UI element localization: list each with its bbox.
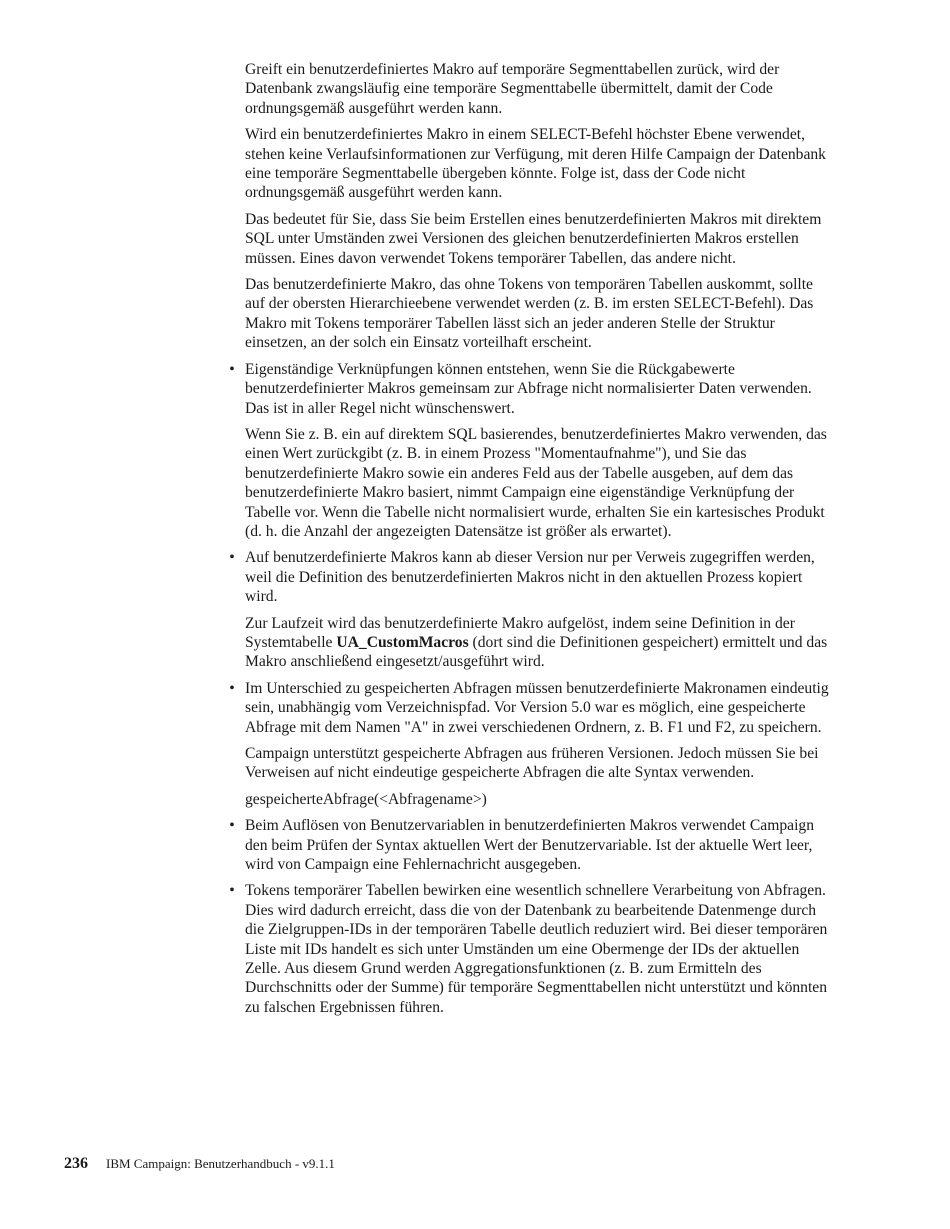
bullet-icon: • xyxy=(229,817,235,835)
bullet-text: Auf benutzerdefinierte Makros kann ab dieser Version nur per Verweis zugegriffen werden, weil die Definition des benutzerdefinierten Makros nicht in den aktuellen Prozess kopiert wird. xyxy=(245,549,815,606)
document-title: IBM Campaign: Benutzerhandbuch - v9.1.1 xyxy=(106,1156,335,1171)
bullet-followup: Campaign unterstützt gespeicherte Abfragen aus früheren Versionen. Jedoch müssen Sie bei Verweisen auf nicht eindeutige gespeicherte Abfragen die alte Syntax verwenden. xyxy=(245,745,819,782)
paragraph: Das bedeutet für Sie, dass Sie beim Erstellen eines benutzerdefinierten Makros mit direktem SQL unter Umständen zwei Versionen des gleichen benutzerdefinierten Makros erstellen müssen. Eines davon verwendet Tokens temporärer Tabellen, das andere nicht. xyxy=(245,210,822,267)
bullet-followup: Wenn Sie z. B. ein auf direktem SQL basierendes, benutzerdefiniertes Makro verwenden, das einen Wert zurückgibt (z. B. in einem Prozess "Momentaufnahme"), und Sie das benutzerdefinierte Makro sowie ein anderes Feld aus der Tabelle ausgeben, auf dem das benutzerdefinierte Makro basiert, nimmt Campaign eine eigenständige Verknüpfung der Tabelle vor. Wenn die Tabelle nicht normalisiert wurde, erhalten Sie ein kartesisches Produkt (d. h. die Anzahl der angezeigten Datensätze ist größer als erwartet). xyxy=(245,425,827,540)
table-name-term: UA_CustomMacros xyxy=(336,633,469,651)
bullet-icon: • xyxy=(229,360,235,378)
bullet-item xyxy=(229,816,835,874)
bullet-item xyxy=(229,679,835,809)
paragraph: Wird ein benutzerdefiniertes Makro in einem SELECT-Befehl höchster Ebene verwendet, stehen keine Verlaufsinformationen zur Verfügung, mit deren Hilfe Campaign der Datenbank eine temporäre Segmenttabelle übergeben könnte. Folge ist, dass der Code nicht ordnungsgemäß ausgeführt werden kann. xyxy=(245,126,826,202)
bullet-followup xyxy=(245,614,835,672)
syntax-example: gespeicherteAbfrage(<Abfragename>) xyxy=(245,790,487,808)
bullet-text: Tokens temporärer Tabellen bewirken eine wesentlich schnellere Verarbeitung von Abfragen. Dies wird dadurch erreicht, dass die von der Datenbank zu bearbeitende Datenmenge durch die Zielgruppen-IDs in der temporären Tabelle deutlich reduziert wird. Bei dieser temporären Liste mit IDs handelt es sich unter Umständen um eine Obermenge der IDs der aktuellen Zelle. Aus diesem Grund werden Aggregationsfunktionen (z. B. zum Ermitteln des Durchschnitts oder der Summe) für temporäre Segmenttabellen nicht unterstützt und könnten zu falschen Ergebnissen führen. xyxy=(245,882,828,1016)
paragraph: Das benutzerdefinierte Makro, das ohne Tokens von temporären Tabellen auskommt, sollte auf der obersten Hierarchieebene verwendet werden (z. B. im ersten SELECT-Befehl). Das Makro mit Tokens temporärer Tabellen lässt sich an jeder anderen Stelle der Struktur einsetzen, an der solch ein Einsatz vorteilhaft erscheint. xyxy=(245,276,814,352)
bullet-text: Beim Auflösen von Benutzervariablen in benutzerdefinierten Makros verwendet Campaign den beim Prüfen der Syntax aktuellen Wert der Benutzervariable. Ist der aktuelle Wert leer, wird von Campaign eine Fehlernachricht ausgegeben. xyxy=(245,817,814,874)
bullet-item xyxy=(229,548,835,671)
followup-text: Zur Laufzeit wird das benutzerdefinierte Makro aufgelöst, indem seine Definition in der Systemtabelle xyxy=(245,614,795,651)
bullet-icon: • xyxy=(229,882,235,900)
followup-text: (dort sind die Definitionen gespeichert) ermittelt und das Makro anschließend eingesetzt/ausgeführt wird. xyxy=(245,633,828,671)
document-body xyxy=(229,60,835,1024)
bullet-item xyxy=(229,360,835,542)
bullet-text: Im Unterschied zu gespeicherten Abfragen müssen benutzerdefinierte Makronamen eindeutig sein, unabhängig vom Verzeichnispfad. Vor Version 5.0 war es möglich, eine gespeicherte Abfrage mit dem Namen "A" in zwei verschiedenen Ordnern, z. B. F1 und F2, zu speichern. xyxy=(245,679,829,736)
bullet-text: Eigenständige Verknüpfungen können entstehen, wenn Sie die Rückgabewerte benutzerdefinierter Makros gemeinsam zur Abfrage nicht normalisierter Daten verwenden. Das ist in aller Regel nicht wünschenswert. xyxy=(245,360,812,417)
bullet-icon: • xyxy=(229,679,235,697)
page-number: 236 xyxy=(64,1155,88,1172)
bullet-item xyxy=(229,881,835,1017)
page-footer xyxy=(64,1155,335,1173)
bullet-icon: • xyxy=(229,549,235,567)
paragraph: Greift ein benutzerdefiniertes Makro auf temporäre Segmenttabellen zurück, wird der Datenbank zwangsläufig eine temporäre Segmenttabelle übermittelt, damit der Code ordnungsgemäß ausgeführt werden kann. xyxy=(245,61,780,117)
